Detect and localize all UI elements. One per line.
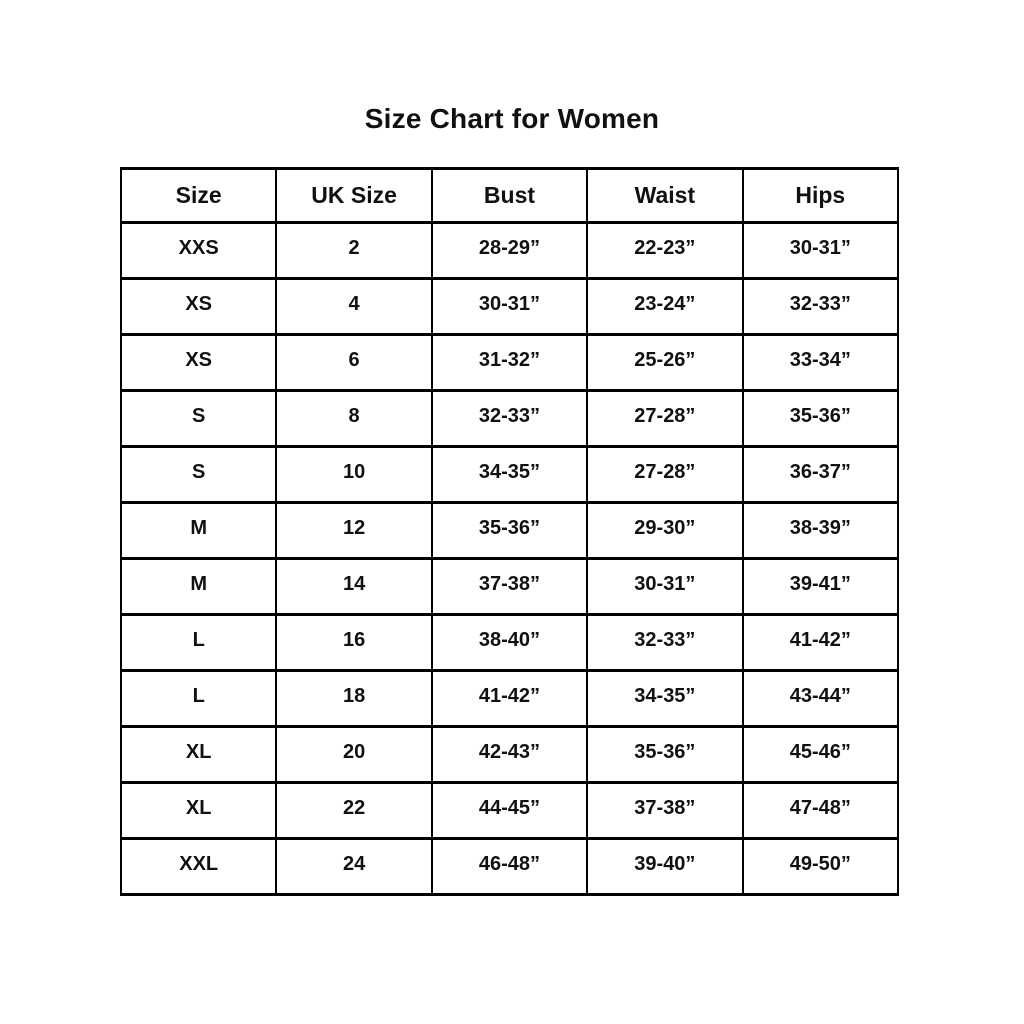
table-cell: XL (121, 783, 276, 839)
table-cell: M (121, 503, 276, 559)
table-cell: 41-42” (743, 615, 898, 671)
table-cell: 25-26” (587, 335, 742, 391)
table-cell: 35-36” (432, 503, 587, 559)
table-cell: 22-23” (587, 223, 742, 279)
column-header: UK Size (276, 169, 431, 223)
column-header: Hips (743, 169, 898, 223)
table-cell: 39-40” (587, 839, 742, 895)
table-row (121, 615, 898, 671)
table-cell: L (121, 615, 276, 671)
table-row (121, 335, 898, 391)
table-cell: 30-31” (432, 279, 587, 335)
table-row (121, 447, 898, 503)
table-cell: 33-34” (743, 335, 898, 391)
table-cell: 42-43” (432, 727, 587, 783)
table-cell: 18 (276, 671, 431, 727)
table-cell: 45-46” (743, 727, 898, 783)
table-cell: 28-29” (432, 223, 587, 279)
column-header: Waist (587, 169, 742, 223)
table-cell: XS (121, 279, 276, 335)
table-row (121, 783, 898, 839)
table-cell: XXL (121, 839, 276, 895)
table-row (121, 279, 898, 335)
table-row (121, 671, 898, 727)
table-cell: 22 (276, 783, 431, 839)
table-cell: 37-38” (587, 783, 742, 839)
table-body (121, 223, 898, 895)
table-cell: 12 (276, 503, 431, 559)
table-cell: 6 (276, 335, 431, 391)
table-cell: S (121, 447, 276, 503)
table-cell: M (121, 559, 276, 615)
table-cell: 35-36” (743, 391, 898, 447)
table-cell: 44-45” (432, 783, 587, 839)
table-cell: 23-24” (587, 279, 742, 335)
table-cell: 37-38” (432, 559, 587, 615)
table-cell: 38-40” (432, 615, 587, 671)
table-cell: 32-33” (743, 279, 898, 335)
size-chart-table (120, 167, 899, 896)
table-cell: 2 (276, 223, 431, 279)
table-cell: L (121, 671, 276, 727)
table-cell: 20 (276, 727, 431, 783)
table-cell: XS (121, 335, 276, 391)
table-cell: 10 (276, 447, 431, 503)
table-cell: 49-50” (743, 839, 898, 895)
table-cell: 29-30” (587, 503, 742, 559)
table-cell: 30-31” (587, 559, 742, 615)
table-cell: 47-48” (743, 783, 898, 839)
table-row (121, 223, 898, 279)
table-cell: 34-35” (432, 447, 587, 503)
table-head (121, 169, 898, 223)
table-row (121, 559, 898, 615)
table-cell: 4 (276, 279, 431, 335)
table-cell: 27-28” (587, 447, 742, 503)
table-cell: 8 (276, 391, 431, 447)
column-header: Size (121, 169, 276, 223)
table-row (121, 391, 898, 447)
table-cell: 14 (276, 559, 431, 615)
table-row (121, 727, 898, 783)
table-row (121, 839, 898, 895)
table-cell: XL (121, 727, 276, 783)
table-cell: 41-42” (432, 671, 587, 727)
table-cell: 31-32” (432, 335, 587, 391)
table-cell: 32-33” (587, 615, 742, 671)
table-cell: 43-44” (743, 671, 898, 727)
column-header: Bust (432, 169, 587, 223)
table-row (121, 503, 898, 559)
table-cell: 32-33” (432, 391, 587, 447)
table-cell: 38-39” (743, 503, 898, 559)
table-cell: 39-41” (743, 559, 898, 615)
table-cell: 27-28” (587, 391, 742, 447)
header-row (121, 169, 898, 223)
table-cell: 36-37” (743, 447, 898, 503)
table-cell: 34-35” (587, 671, 742, 727)
table-cell: 16 (276, 615, 431, 671)
table-cell: XXS (121, 223, 276, 279)
table-cell: 35-36” (587, 727, 742, 783)
table-cell: S (121, 391, 276, 447)
table-cell: 46-48” (432, 839, 587, 895)
table-cell: 24 (276, 839, 431, 895)
page-title: Size Chart for Women (364, 103, 660, 134)
table-cell: 30-31” (743, 223, 898, 279)
